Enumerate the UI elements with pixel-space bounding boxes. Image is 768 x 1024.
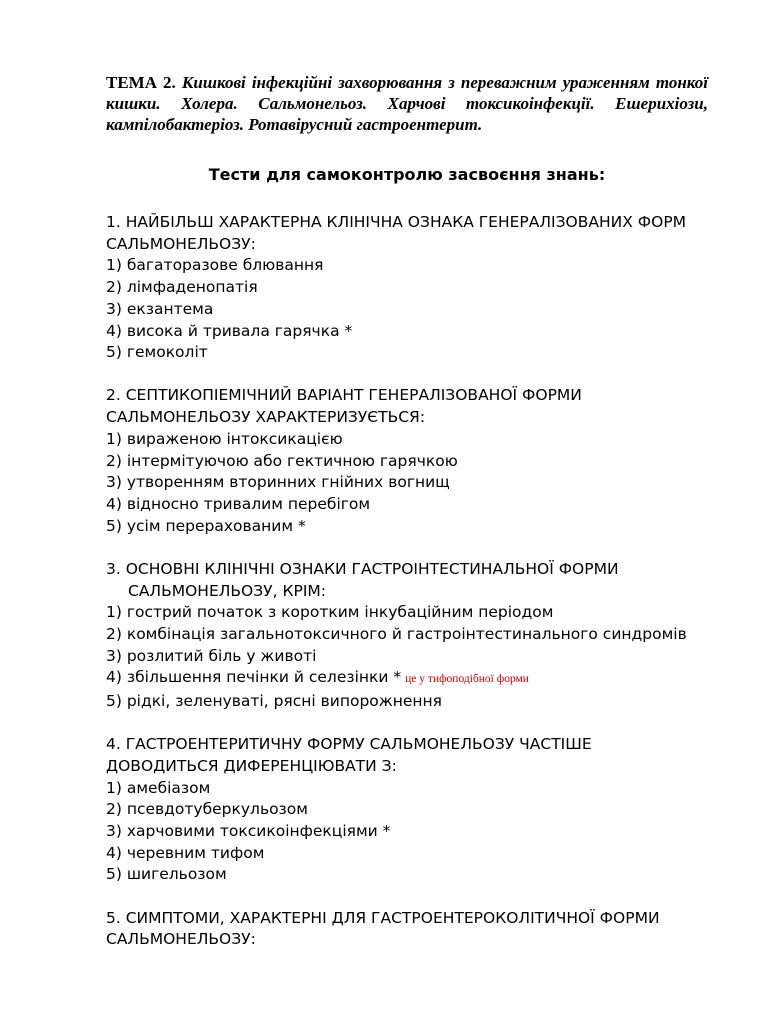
question-5 [106,908,708,951]
options-list [106,255,708,364]
option-item: 3) розлитий біль у животі [106,646,317,665]
question-1 [106,212,708,364]
question-4 [106,734,708,886]
option-item: 2) псевдотуберкульозом [106,800,308,819]
question-text-rest: САЛЬМОНЕЛЬОЗУ, КРІМ: [128,581,326,600]
questions-list [106,212,708,951]
topic-lead: ТЕМА 2. [106,73,176,92]
option-item: 1) гострий початок з коротким інкубаційним періодом [106,603,554,622]
option-item-with-note [106,667,708,691]
option-text: 4) збільшення печінки й селезінки * [106,668,402,687]
option-item: 4) висока й тривала гарячка * [106,321,353,340]
question-text: 2. СЕПТИКОПІЕМІЧНИЙ ВАРІАНТ ГЕНЕРАЛІЗОВАНОЇ ФОРМИ САЛЬМОНЕЛЬОЗУ ХАРАКТЕРИЗУЄТЬСЯ: [106,386,582,427]
option-item: 1) амебіазом [106,778,211,797]
options-list [106,602,708,713]
options-list [106,778,708,887]
option-item: 2) лімфаденопатія [106,278,258,297]
option-item: 5) усім перерахованим * [106,516,306,535]
question-text: 1. НАЙБІЛЬШ ХАРАКТЕРНА КЛІНІЧНА ОЗНАКА ГЕНЕРАЛІЗОВАНИХ ФОРМ САЛЬМОНЕЛЬОЗУ: [106,213,687,253]
annotation-note: це у тифоподібної форми [405,673,529,686]
question-2 [106,385,708,537]
option-item: 1) багаторазове блювання [106,256,324,275]
option-item: 1) вираженою інтоксикацією [106,429,343,448]
option-item: 5) шигельозом [106,865,227,884]
question-3 [106,559,708,713]
option-item: 3) харчовими токсикоінфекціями * [106,822,391,841]
option-item: 2) інтермітуючою або гектичною гарячкою [106,451,458,470]
option-item: 4) черевним тифом [106,843,265,862]
option-item: 5) рідкі, зеленуваті, рясні випорожнення [106,692,442,711]
option-item: 2) комбінація загальнотоксичного й гастроінтестинального синдромів [106,624,687,643]
question-text [106,559,708,602]
option-item: 5) гемоколіт [106,343,208,362]
question-text-first: 3. ОСНОВНІ КЛІНІЧНІ ОЗНАКИ ГАСТРОІНТЕСТИНАЛЬНОЇ ФОРМИ [106,559,619,578]
options-list [106,429,708,538]
topic-heading [106,72,708,135]
option-item: 3) екзантема [106,299,214,318]
question-text: 4. ГАСТРОЕНТЕРИТИЧНУ ФОРМУ САЛЬМОНЕЛЬОЗУ ЧАСТІШЕ ДОВОДИТЬСЯ ДИФЕРЕНЦІЮВАТИ З: [106,735,592,775]
question-text: 5. СИМПТОМИ, ХАРАКТЕРНІ ДЛЯ ГАСТРОЕНТЕРОКОЛІТИЧНОЇ ФОРМИ САЛЬМОНЕЛЬОЗУ: [106,908,660,949]
option-item: 3) утворенням вторинних гнійних вогнищ [106,473,450,492]
topic-title: Кишкові інфекційні захворювання з переважним ураженням тонкої кишки. Холера. Сальмонельоз. Харчові токсикоінфекції. Ешерихіози, кампілобактеріоз. Ротавірусний гастроентерит. [106,73,708,134]
option-item: 4) відносно тривалим перебігом [106,494,371,513]
section-subtitle: Тести для самоконтролю засвоєння знань: [208,165,606,184]
